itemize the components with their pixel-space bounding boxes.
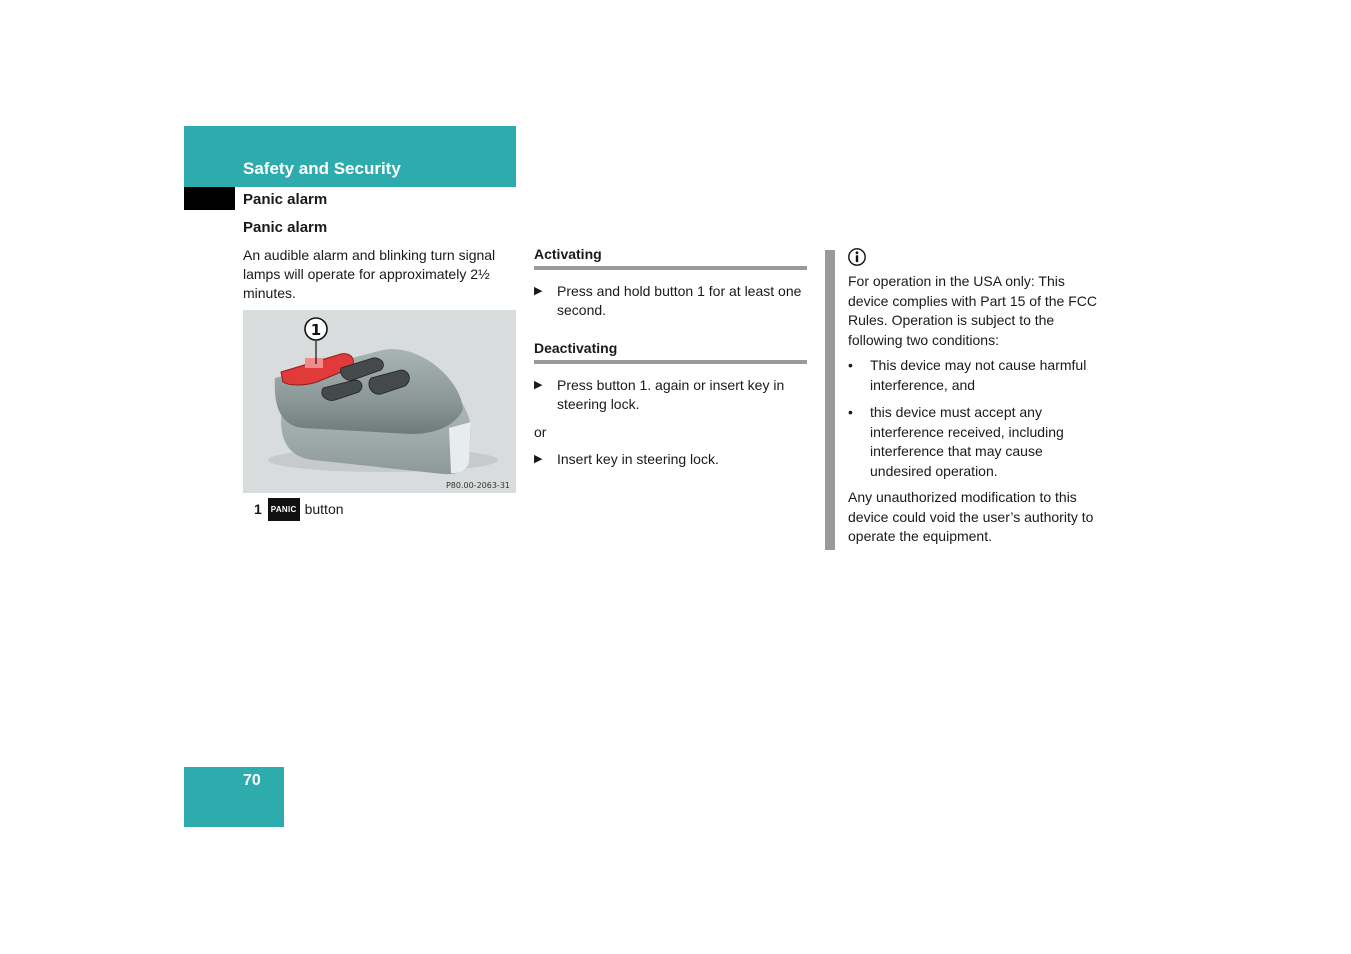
or-separator: or — [534, 424, 547, 440]
activating-heading: Activating — [534, 246, 807, 270]
activating-step — [534, 282, 807, 320]
section-marker — [184, 187, 235, 210]
bullet-text: this device must accept any interference received, including interference that may cause undesired operation. — [870, 404, 1064, 479]
deactivating-heading: Deactivating — [534, 340, 807, 364]
info-bullet-1 — [848, 356, 1103, 395]
callout-number: 1 — [310, 321, 322, 339]
caption-number: 1 — [254, 501, 262, 517]
key-fob-drawing — [243, 310, 516, 493]
panic-button-highlight — [305, 358, 323, 368]
info-intro: For operation in the USA only: This device complies with Part 15 of the FCC Rules. Operation is subject to the following two conditions: — [848, 273, 1097, 348]
step-text: Press and hold button 1 for at least one second. — [557, 283, 802, 318]
caption-text: button — [304, 501, 344, 517]
step-arrow-icon: ▶ — [534, 379, 543, 391]
key-fob-illustration — [243, 310, 516, 493]
deactivating-step-1 — [534, 376, 807, 414]
info-bullet-2 — [848, 403, 1103, 481]
deactivating-step-2 — [534, 450, 807, 469]
info-bar — [825, 250, 835, 550]
step-text: Press button 1. again or insert key in steering lock. — [557, 377, 785, 412]
section-subtitle: Panic alarm — [243, 191, 328, 208]
page-number-box — [184, 767, 284, 827]
figure-caption — [254, 498, 344, 521]
bullet-dot: • — [848, 357, 853, 373]
info-outro: Any unauthorized modification to this device could void the user’s authority to operate the equipment. — [848, 489, 1094, 544]
bullet-text: This device may not cause harmful interference, and — [870, 357, 1087, 393]
page-number: 70 — [243, 772, 261, 789]
panic-badge: PANIC — [268, 498, 300, 521]
topic-heading: Panic alarm — [243, 219, 328, 236]
figure-code: P80.00-2063-31 — [445, 481, 510, 490]
info-icon — [848, 248, 866, 266]
intro-paragraph: An audible alarm and blinking turn signal lamps will operate for approximately 2½ minutes. — [243, 247, 496, 301]
bullet-dot: • — [848, 404, 853, 420]
step-text: Insert key in steering lock. — [557, 451, 719, 467]
step-arrow-icon: ▶ — [534, 453, 543, 465]
step-arrow-icon: ▶ — [534, 285, 543, 297]
section-title: Safety and Security — [243, 159, 401, 178]
